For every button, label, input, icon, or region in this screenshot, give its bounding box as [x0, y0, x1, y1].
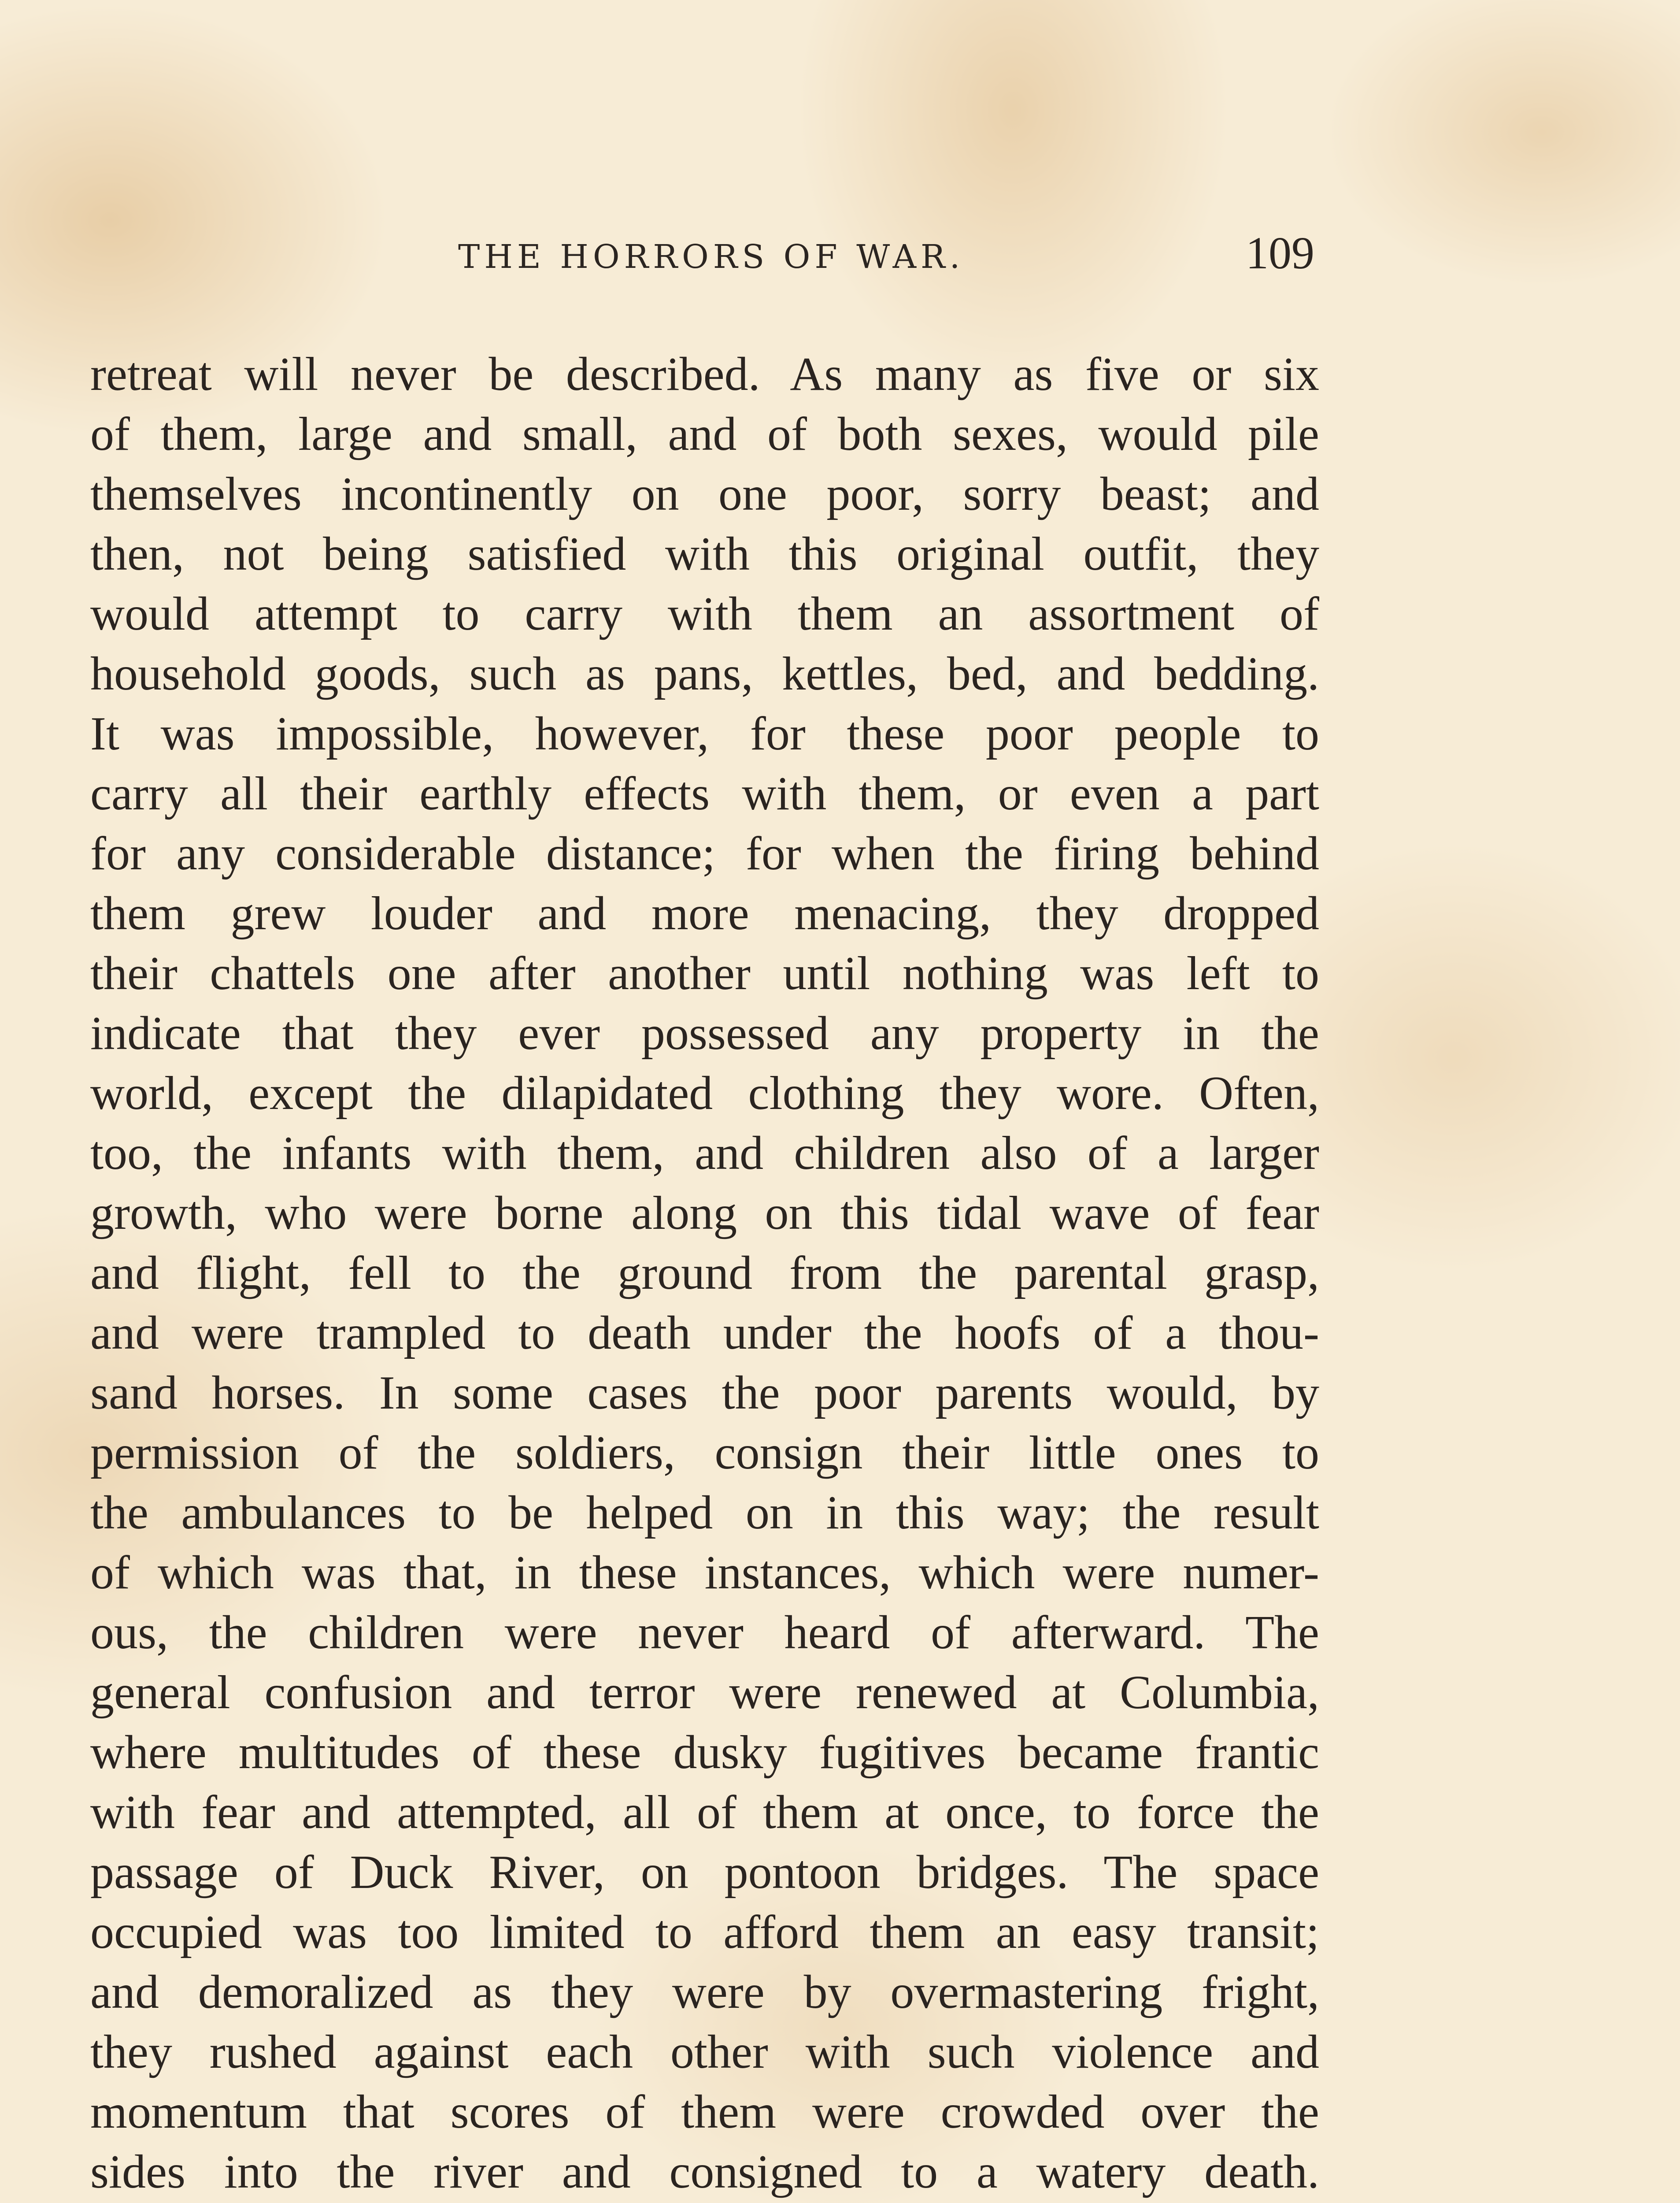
text-line: of them, large and small, and of both sexes, would pile [90, 408, 1319, 460]
text-line: and were trampled to death under the hoofs of a thou- [90, 1307, 1319, 1359]
text-line: indicate that they ever possessed any property in the [90, 1007, 1319, 1060]
text-line: themselves incontinently on one poor, sorry beast; and [90, 468, 1319, 520]
text-line: and demoralized as they were by overmastering fright, [90, 1966, 1319, 2018]
text-line: for any considerable distance; for when the firing behind [90, 827, 1319, 880]
text-line: passage of Duck River, on pontoon bridges. The space [90, 1846, 1319, 1899]
text-line: retreat will never be described. As many as five or six [90, 348, 1319, 401]
text-line: where multitudes of these dusky fugitives became frantic [90, 1726, 1319, 1779]
text-line: general confusion and terror were renewed at Columbia, [90, 1666, 1319, 1719]
text-line: and flight, fell to the ground from the parental grasp, [90, 1247, 1319, 1299]
text-line: sides into the river and consigned to a watery death. [90, 2146, 1319, 2198]
text-line: their chattels one after another until nothing was left to [90, 947, 1319, 1000]
text-line: of which was that, in these instances, which were numer- [90, 1547, 1319, 1599]
text-line: with fear and attempted, all of them at once, to force the [90, 1786, 1319, 1839]
page-number: 109 [1246, 228, 1314, 278]
text-line: occupied was too limited to afford them an easy transit; [90, 1906, 1319, 1958]
text-line: world, except the dilapidated clothing they wore. Often, [90, 1067, 1319, 1120]
text-line: momentum that scores of them were crowded over the [90, 2086, 1319, 2138]
text-line: ous, the children were never heard of afterward. The [90, 1606, 1319, 1659]
text-line: the ambulances to be helped on in this way; the result [90, 1487, 1319, 1539]
text-line: sand horses. In some cases the poor parents would, by [90, 1367, 1319, 1419]
text-line: growth, who were borne along on this tidal wave of fear [90, 1187, 1319, 1239]
text-line: too, the infants with them, and children also of a larger [90, 1127, 1319, 1179]
text-line: would attempt to carry with them an assortment of [90, 588, 1319, 640]
running-title: THE HORRORS OF WAR. [458, 238, 965, 276]
text-line: they rushed against each other with such violence and [90, 2026, 1319, 2078]
text-line: household goods, such as pans, kettles, bed, and bedding. [90, 648, 1319, 700]
text-line: them grew louder and more menacing, they dropped [90, 887, 1319, 940]
text-line: permission of the soldiers, consign their little ones to [90, 1427, 1319, 1479]
text-line: carry all their earthly effects with them, or even a part [90, 768, 1319, 820]
text-line: It was impossible, however, for these poor people to [90, 708, 1319, 760]
text-line: then, not being satisfied with this original outfit, they [90, 528, 1319, 580]
body-text [90, 345, 1319, 2203]
